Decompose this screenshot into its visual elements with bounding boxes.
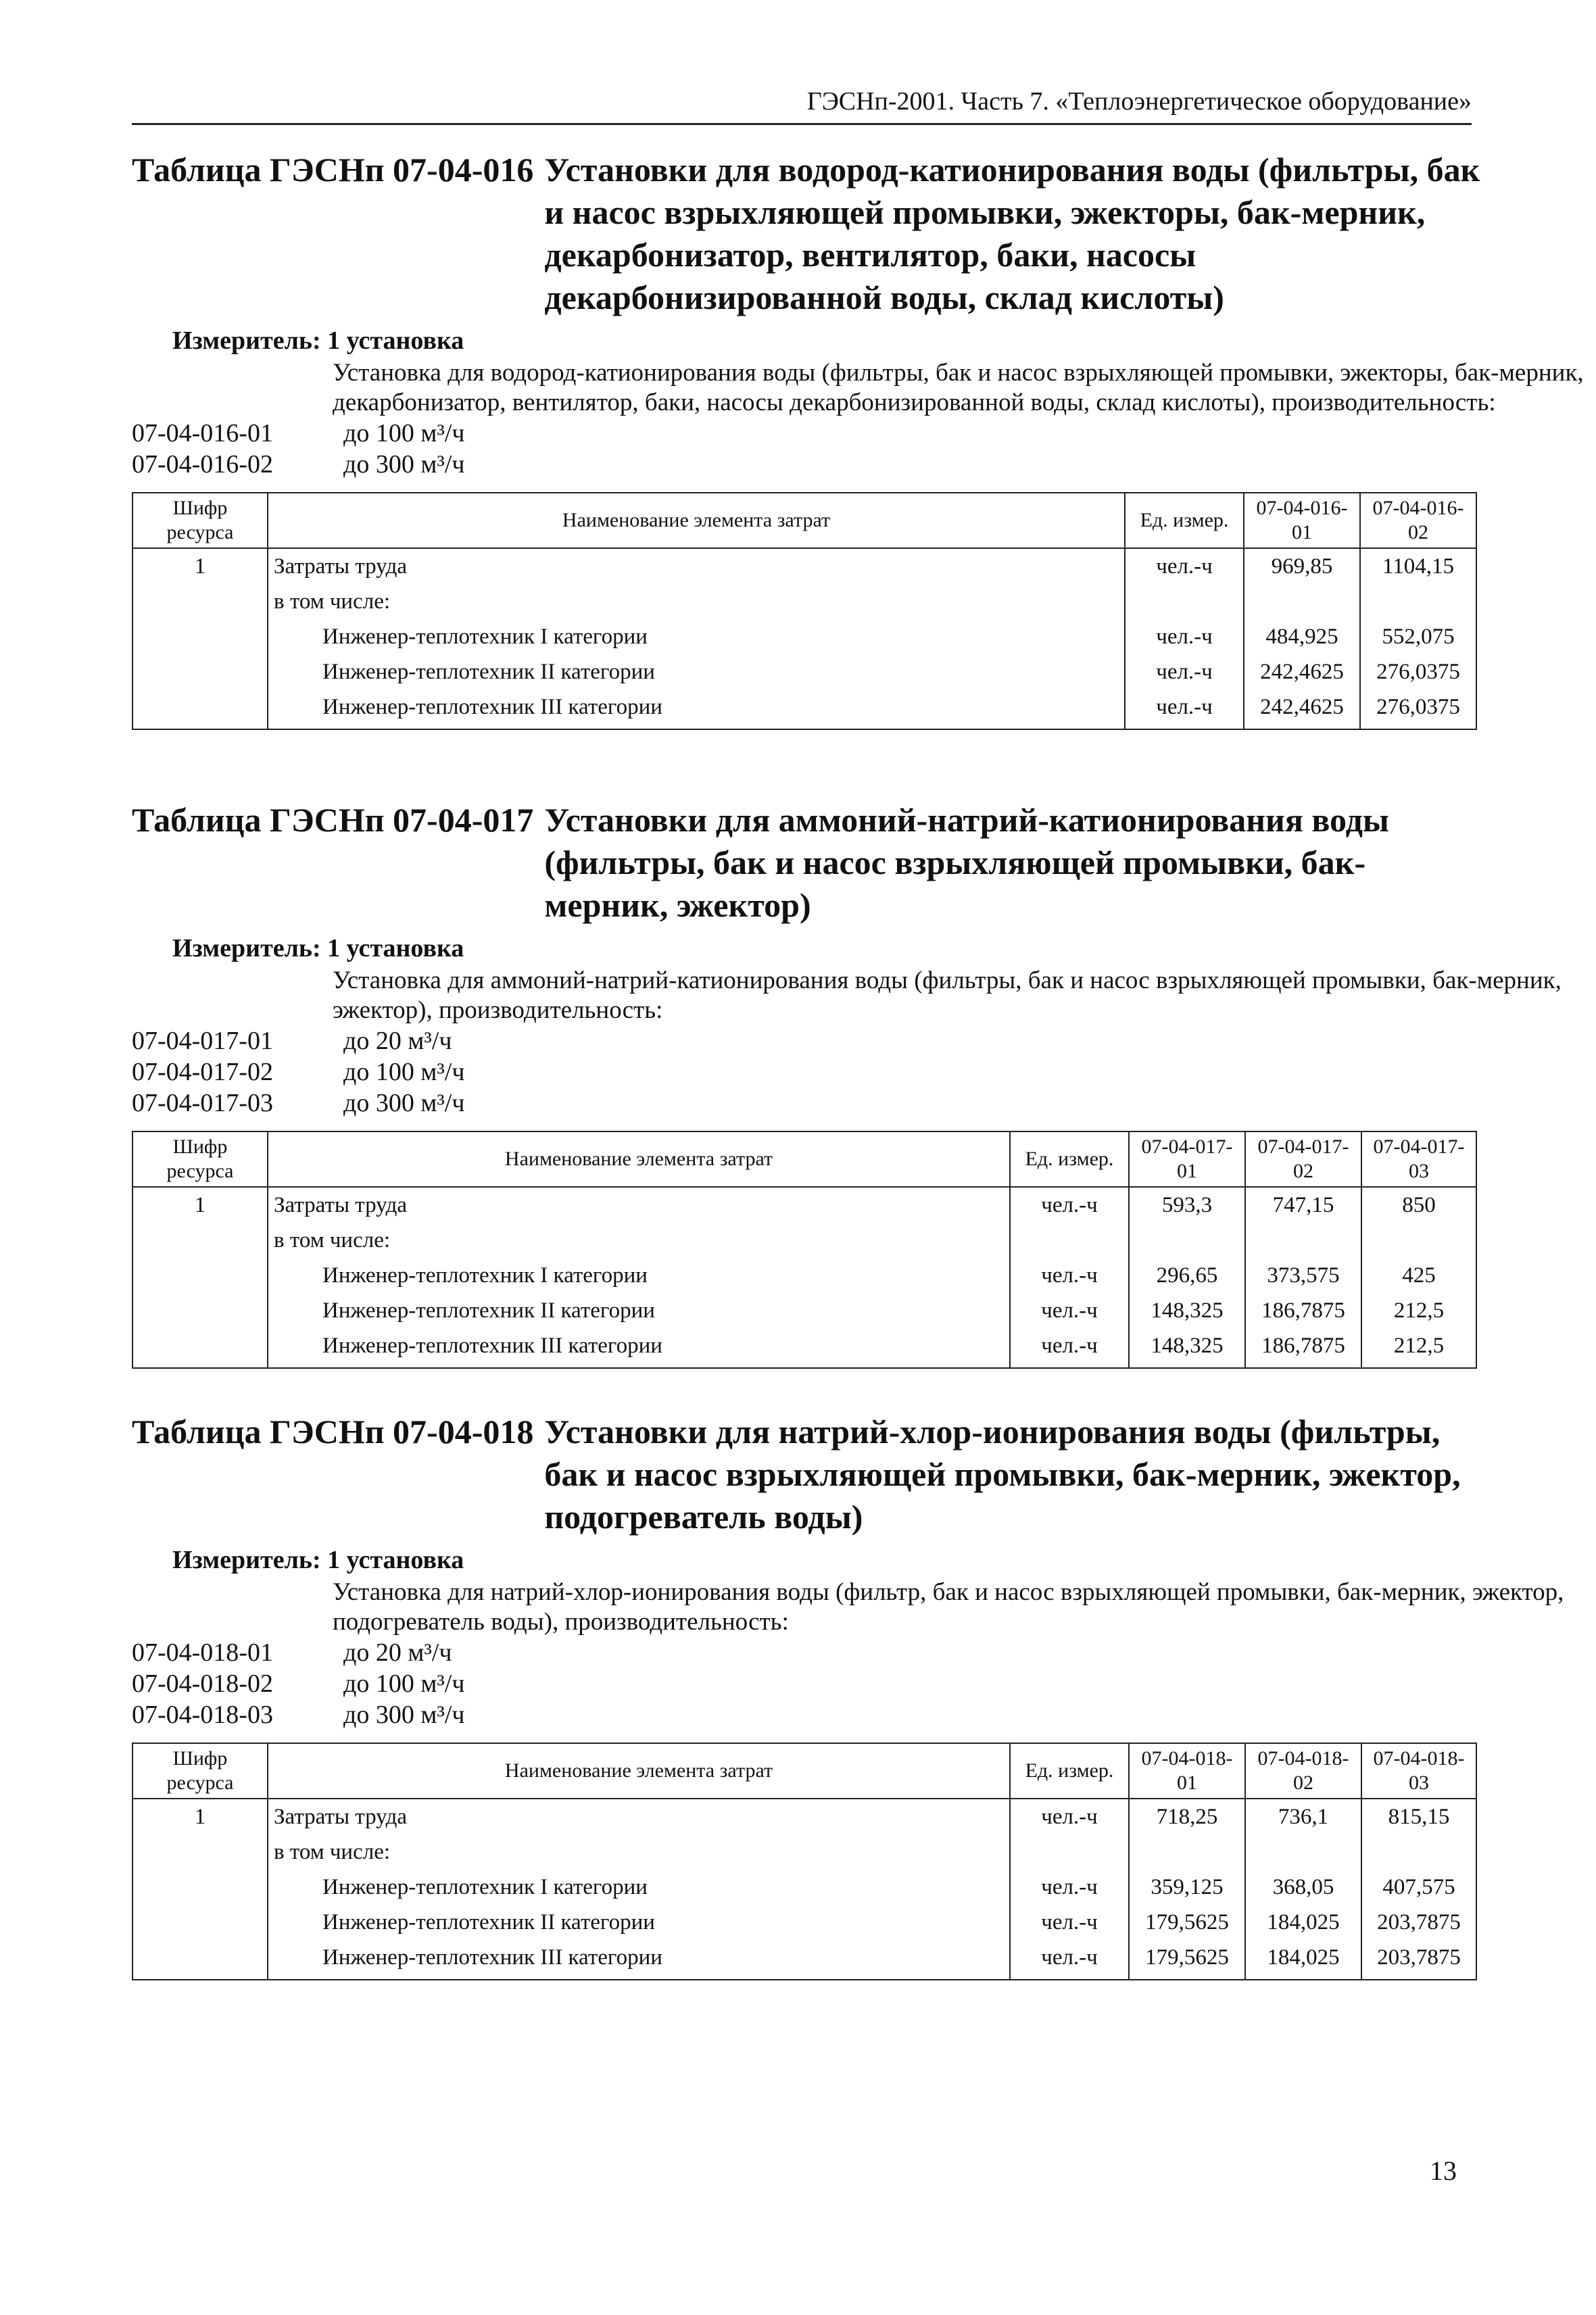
table-row <box>132 1187 1476 1223</box>
meter: Измеритель: 1 установка <box>172 934 464 962</box>
cell-value: 184,025 <box>1245 1940 1361 1980</box>
code-line <box>132 1637 1484 1668</box>
cell-name: в том числе: <box>268 584 1125 619</box>
cell-cipher <box>132 619 268 654</box>
cell-unit: чел.-ч <box>1125 689 1244 729</box>
cell-value: 969,85 <box>1244 548 1360 584</box>
meter: Измеритель: 1 установка <box>172 326 464 355</box>
cell-value: 148,325 <box>1129 1293 1245 1328</box>
cell-value: 184,025 <box>1245 1905 1361 1940</box>
cell-value: 593,3 <box>1129 1187 1245 1223</box>
table-row <box>132 548 1476 584</box>
cell-cipher <box>132 1905 268 1940</box>
cell-name: в том числе: <box>268 1223 1010 1258</box>
header-name: Наименование элемента затрат <box>268 493 1125 548</box>
header-column: 07-04-016-02 <box>1360 493 1476 548</box>
cell-cipher <box>132 1328 268 1368</box>
table-row <box>132 1940 1476 1980</box>
table-row <box>132 654 1476 689</box>
norm-code: 07-04-016-01 <box>132 419 273 447</box>
cell-unit: чел.-ч <box>1010 1799 1129 1834</box>
cell-unit: чел.-ч <box>1125 619 1244 654</box>
header-unit: Ед. измер. <box>1010 1743 1129 1799</box>
cell-cipher <box>132 1870 268 1905</box>
table-title-prefix: Таблица ГЭСНп 07-04-016 <box>132 151 534 189</box>
cell-unit <box>1010 1834 1129 1870</box>
capacity: до 100 м³/ч <box>343 1670 465 1698</box>
cell-value: 552,075 <box>1360 619 1476 654</box>
code-line <box>132 418 1484 449</box>
cell-value <box>1245 1834 1361 1870</box>
cell-value: 718,25 <box>1129 1799 1245 1834</box>
table-title <box>132 799 1484 927</box>
cell-unit: чел.-ч <box>1010 1258 1129 1293</box>
cell-name: Инженер-теплотехник I категории <box>268 1870 1010 1905</box>
capacity: до 20 м³/ч <box>343 1027 452 1055</box>
cell-name: Инженер-теплотехник I категории <box>268 619 1125 654</box>
capacity: до 20 м³/ч <box>343 1638 452 1667</box>
cell-value: 850 <box>1361 1187 1476 1223</box>
table-title-text: Установки для водород-катионирования воды (фильтры, бак и насос взрыхляющей промывки, эжекторы, бак-мерник, декарбонизатор, вентилятор, баки, насосы декарбонизированной воды, склад кислоты) <box>544 151 1480 316</box>
cell-value: 368,05 <box>1245 1870 1361 1905</box>
cell-cipher <box>132 689 268 729</box>
header-column: 07-04-018-02 <box>1245 1743 1361 1799</box>
table-title <box>132 1411 1484 1538</box>
cell-unit: чел.-ч <box>1010 1293 1129 1328</box>
table-row <box>132 1799 1476 1834</box>
cell-value <box>1129 1834 1245 1870</box>
cell-value <box>1361 1223 1476 1258</box>
table-title-prefix: Таблица ГЭСНп 07-04-018 <box>132 1413 534 1451</box>
table-row <box>132 1870 1476 1905</box>
table-title <box>132 149 1484 319</box>
code-line <box>132 449 1484 480</box>
cell-value: 747,15 <box>1245 1187 1361 1223</box>
table-row <box>132 584 1476 619</box>
cell-value: 276,0375 <box>1360 689 1476 729</box>
header-column: 07-04-018-03 <box>1361 1743 1476 1799</box>
cell-value: 203,7875 <box>1361 1905 1476 1940</box>
header-name: Наименование элемента затрат <box>268 1131 1010 1187</box>
description: Установка для водород-катионирования воды (фильтры, бак и насос взрыхляющей промывки, эжекторы, бак-мерник, декарбонизатор, вентилятор, баки, насосы декарбонизированной воды, склад кислоты), производительность: <box>333 359 1584 416</box>
cell-cipher <box>132 1834 268 1870</box>
table-row <box>132 1258 1476 1293</box>
code-line <box>132 1056 1484 1088</box>
table-row <box>132 1834 1476 1870</box>
cell-unit: чел.-ч <box>1010 1905 1129 1940</box>
header-column: 07-04-017-01 <box>1129 1131 1245 1187</box>
section-07-04-016 <box>132 149 1584 730</box>
cell-value: 276,0375 <box>1360 654 1476 689</box>
table-title-text: Установки для аммоний-натрий-катионирования воды (фильтры, бак и насос взрыхляющей промывки, бак-мерник, эжектор) <box>544 801 1389 924</box>
cell-value: 242,4625 <box>1244 689 1360 729</box>
cell-name: Инженер-теплотехник II категории <box>268 1905 1010 1940</box>
description: Установка для аммоний-натрий-катионирования воды (фильтры, бак и насос взрыхляющей промывки, бак-мерник, эжектор), производительность: <box>333 967 1562 1024</box>
description: Установка для натрий-хлор-ионирования воды (фильтр, бак и насос взрыхляющей промывки, бак-мерник, эжектор, подогреватель воды), производительность: <box>333 1578 1564 1636</box>
header-cipher: Шифр ресурса <box>132 493 268 548</box>
code-line <box>132 1025 1484 1056</box>
cell-value: 359,125 <box>1129 1870 1245 1905</box>
cell-value <box>1360 584 1476 619</box>
cell-unit: чел.-ч <box>1125 548 1244 584</box>
header-column: 07-04-016-01 <box>1244 493 1360 548</box>
norm-table <box>132 1131 1477 1369</box>
cell-value: 186,7875 <box>1245 1293 1361 1328</box>
cell-value: 736,1 <box>1245 1799 1361 1834</box>
cell-cipher <box>132 1258 268 1293</box>
cell-unit: чел.-ч <box>1010 1328 1129 1368</box>
cell-value <box>1245 1223 1361 1258</box>
cell-value <box>1361 1834 1476 1870</box>
cell-value: 212,5 <box>1361 1328 1476 1368</box>
section-07-04-017 <box>132 799 1562 1369</box>
norm-code: 07-04-017-02 <box>132 1058 273 1086</box>
header-unit: Ед. измер. <box>1125 493 1244 548</box>
table-row <box>132 689 1476 729</box>
norm-code: 07-04-018-03 <box>132 1701 273 1729</box>
cell-value: 179,5625 <box>1129 1905 1245 1940</box>
cell-value: 373,575 <box>1245 1258 1361 1293</box>
cell-name: Инженер-теплотехник II категории <box>268 654 1125 689</box>
section-07-04-018 <box>132 1411 1564 1980</box>
capacity: до 300 м³/ч <box>343 450 465 479</box>
norm-code: 07-04-018-01 <box>132 1638 273 1667</box>
header-column: 07-04-018-01 <box>1129 1743 1245 1799</box>
cell-cipher <box>132 584 268 619</box>
norm-code: 07-04-017-03 <box>132 1089 273 1117</box>
cell-cipher: 1 <box>132 1799 268 1834</box>
table-row <box>132 1905 1476 1940</box>
cell-value: 484,925 <box>1244 619 1360 654</box>
table-row <box>132 1223 1476 1258</box>
code-line <box>132 1699 1484 1730</box>
cell-value: 1104,15 <box>1360 548 1476 584</box>
norm-table <box>132 1743 1477 1980</box>
cell-value <box>1129 1223 1245 1258</box>
cell-name: Инженер-теплотехник I категории <box>268 1258 1010 1293</box>
cell-value: 242,4625 <box>1244 654 1360 689</box>
page-header: ГЭСНп-2001. Часть 7. «Теплоэнергетическое оборудование» <box>132 87 1472 125</box>
cell-name: Инженер-теплотехник II категории <box>268 1293 1010 1328</box>
cell-name: Инженер-теплотехник III категории <box>268 1940 1010 1980</box>
cell-name: Затраты труда <box>268 1799 1010 1834</box>
capacity: до 100 м³/ч <box>343 419 465 447</box>
cell-unit <box>1125 584 1244 619</box>
header-column: 07-04-017-03 <box>1361 1131 1476 1187</box>
code-line <box>132 1668 1484 1699</box>
header-name: Наименование элемента затрат <box>268 1743 1010 1799</box>
norm-code: 07-04-017-01 <box>132 1027 273 1055</box>
cell-name: Затраты труда <box>268 548 1125 584</box>
table-header-row <box>132 493 1476 548</box>
cell-cipher <box>132 654 268 689</box>
table-title-prefix: Таблица ГЭСНп 07-04-017 <box>132 801 534 839</box>
cell-unit <box>1010 1223 1129 1258</box>
table-row <box>132 1328 1476 1368</box>
norm-code: 07-04-016-02 <box>132 450 273 479</box>
cell-cipher: 1 <box>132 548 268 584</box>
capacity: до 300 м³/ч <box>343 1089 465 1117</box>
cell-unit: чел.-ч <box>1010 1187 1129 1223</box>
cell-cipher <box>132 1293 268 1328</box>
table-row <box>132 1293 1476 1328</box>
cell-unit: чел.-ч <box>1125 654 1244 689</box>
table-title-text: Установки для натрий-хлор-ионирования воды (фильтры, бак и насос взрыхляющей промывки, бак-мерник, эжектор, подогреватель воды) <box>544 1413 1461 1536</box>
header-cipher: Шифр ресурса <box>132 1131 268 1187</box>
cell-value: 186,7875 <box>1245 1328 1361 1368</box>
cell-name: в том числе: <box>268 1834 1010 1870</box>
table-header-row <box>132 1743 1476 1799</box>
cell-value: 425 <box>1361 1258 1476 1293</box>
norm-code: 07-04-018-02 <box>132 1670 273 1698</box>
table-header-row <box>132 1131 1476 1187</box>
cell-cipher: 1 <box>132 1187 268 1223</box>
cell-name: Инженер-теплотехник III категории <box>268 689 1125 729</box>
header-column: 07-04-017-02 <box>1245 1131 1361 1187</box>
cell-cipher <box>132 1940 268 1980</box>
norm-table <box>132 492 1477 730</box>
cell-name: Затраты труда <box>268 1187 1010 1223</box>
cell-value: 179,5625 <box>1129 1940 1245 1980</box>
cell-unit: чел.-ч <box>1010 1870 1129 1905</box>
meter: Измеритель: 1 установка <box>172 1546 464 1574</box>
code-line <box>132 1088 1484 1119</box>
page-number: 13 <box>1430 2155 1457 2186</box>
cell-name: Инженер-теплотехник III категории <box>268 1328 1010 1368</box>
cell-unit: чел.-ч <box>1010 1940 1129 1980</box>
cell-value: 296,65 <box>1129 1258 1245 1293</box>
table-row <box>132 619 1476 654</box>
capacity: до 300 м³/ч <box>343 1701 465 1729</box>
cell-value: 212,5 <box>1361 1293 1476 1328</box>
header-unit: Ед. измер. <box>1010 1131 1129 1187</box>
cell-value <box>1244 584 1360 619</box>
cell-value: 407,575 <box>1361 1870 1476 1905</box>
header-cipher: Шифр ресурса <box>132 1743 268 1799</box>
cell-value: 815,15 <box>1361 1799 1476 1834</box>
cell-value: 148,325 <box>1129 1328 1245 1368</box>
cell-value: 203,7875 <box>1361 1940 1476 1980</box>
cell-cipher <box>132 1223 268 1258</box>
capacity: до 100 м³/ч <box>343 1058 465 1086</box>
